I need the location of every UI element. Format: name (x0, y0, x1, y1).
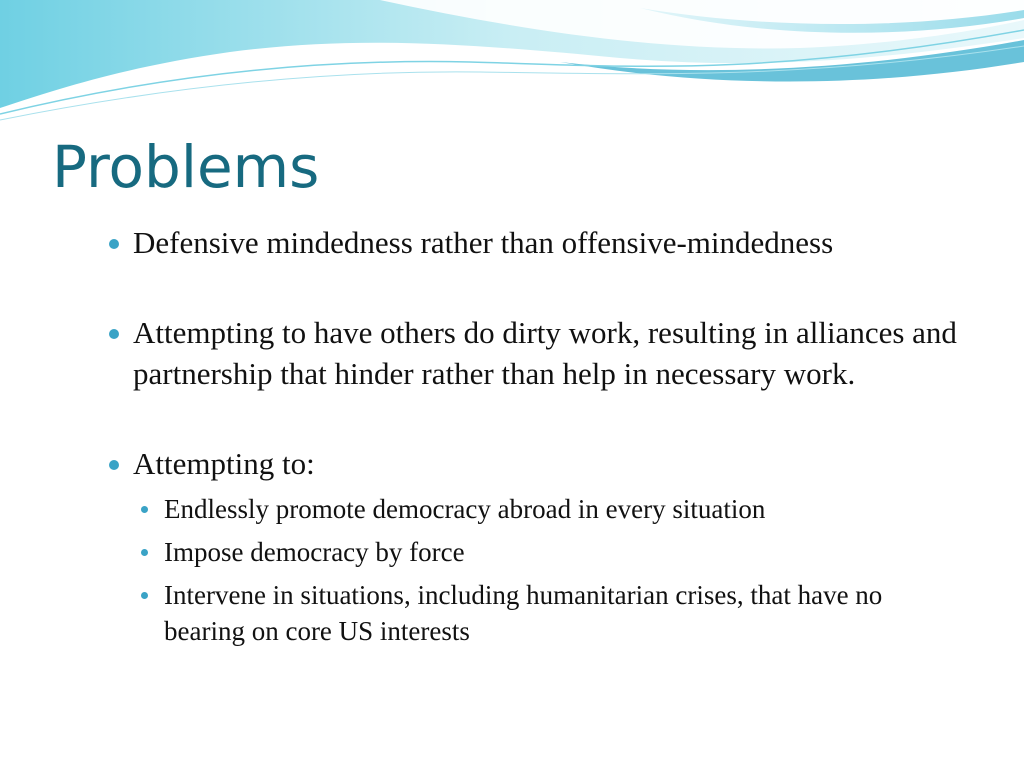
bullet-item (133, 443, 983, 484)
bullet-dot-icon (109, 239, 119, 249)
bullet-text: Attempting to have others do dirty work, resulting in alliances and partnership that hinder rather than help in necessary work. (133, 315, 957, 391)
bullet-text: Defensive mindedness rather than offensive-mindedness (133, 225, 834, 260)
decorative-wave-header (0, 0, 1024, 130)
sub-bullet-text: Endlessly promote democracy abroad in every situation (164, 494, 766, 524)
sub-bullet-text: Intervene in situations, including humanitarian crises, that have no bearing on core US interests (164, 580, 883, 646)
sub-bullet-item (164, 577, 944, 649)
slide-title: Problems (52, 133, 320, 201)
sub-bullet-item (164, 534, 964, 570)
bullet-item (133, 312, 983, 394)
sub-bullet-dot-icon (141, 549, 148, 556)
bullet-dot-icon (109, 329, 119, 339)
sub-bullet-item (164, 491, 964, 527)
bullet-dot-icon (109, 460, 119, 470)
bullet-item (133, 222, 983, 263)
sub-bullet-dot-icon (141, 592, 148, 599)
sub-bullet-dot-icon (141, 506, 148, 513)
sub-bullet-text: Impose democracy by force (164, 537, 465, 567)
bullet-text: Attempting to: (133, 446, 315, 481)
